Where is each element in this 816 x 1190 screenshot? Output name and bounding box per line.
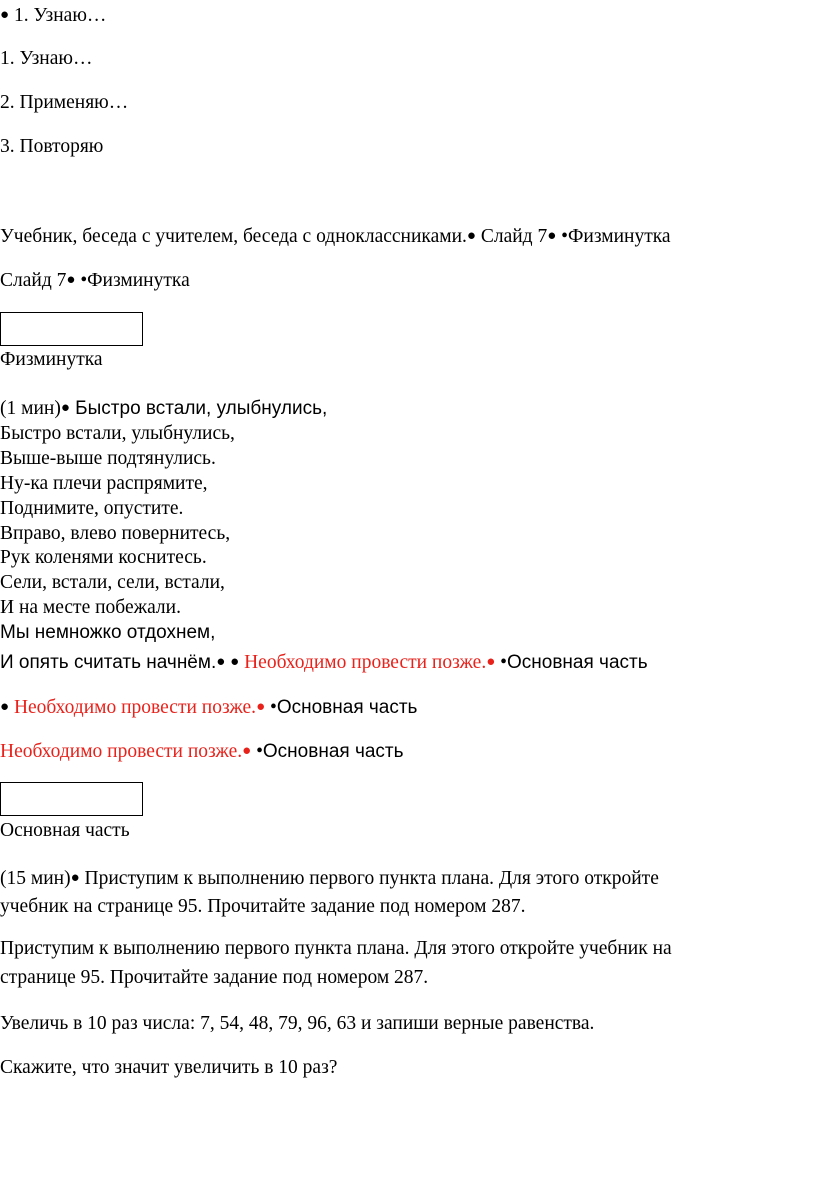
bullet-icon: ●: [547, 228, 557, 244]
section-title: Основная часть: [0, 820, 130, 841]
empty-table-cell: [0, 312, 143, 346]
small-bullet-icon: •: [561, 226, 568, 247]
plan-item: 2. Применяю…: [0, 92, 129, 113]
bullet-icon: ●: [230, 654, 240, 670]
plan-item: 1. Узнаю…: [0, 48, 93, 69]
bullet-icon: ●: [256, 699, 266, 715]
plan-bullet-item: [0, 3, 106, 28]
bullet-icon: ●: [0, 7, 10, 23]
poem-line: Быстро встали, улыбнулись,: [69, 398, 328, 419]
intro-text: учебник на странице 95. Прочитайте задание под номером 287.: [0, 896, 526, 917]
poem-line: Ну-ка плечи распрямите,: [0, 473, 208, 494]
note-text: Необходимо провести позже.: [13, 697, 257, 718]
main-intro-wrapped: [0, 866, 659, 891]
empty-table-cell: [0, 782, 143, 816]
main-part-label: Основная часть: [262, 741, 404, 762]
small-bullet-icon: •: [256, 741, 263, 762]
note-line: [0, 695, 417, 720]
bullet-icon: ●: [0, 699, 10, 715]
poem-line: И опять считать начнём.: [0, 652, 217, 673]
poem-line: И на месте побежали.: [0, 597, 181, 618]
intro-text: Приступим к выполнению первого пункта плана. Для этого откройте: [79, 868, 659, 889]
small-bullet-icon: •: [80, 270, 88, 291]
slide-line: [0, 268, 190, 293]
physminute-last-line: [0, 650, 648, 675]
note-line: [0, 739, 404, 764]
intro-text: странице 95. Прочитайте задание под номером 287.: [0, 967, 429, 988]
duration: (15 мин): [0, 868, 71, 889]
note-text: Необходимо провести позже.: [0, 741, 243, 762]
task-text: Увеличь в 10 раз числа: 7, 54, 48, 79, 96, 63 и запиши верные равенства.: [0, 1013, 595, 1034]
physminute-label: Физминутка: [567, 226, 671, 247]
small-bullet-icon: •: [270, 697, 277, 718]
bullet-icon: ●: [60, 400, 70, 416]
small-bullet-icon: •: [500, 652, 507, 673]
poem-line: Мы немножко отдохнем,: [0, 622, 216, 643]
bullet-icon: ●: [66, 272, 76, 288]
resources-text: Учебник, беседа с учителем, беседа с одноклассниками.: [0, 226, 467, 247]
poem-line: Поднимите, опустите.: [0, 498, 184, 519]
bullet-icon: ●: [70, 870, 80, 886]
physminute-label: Физминутка: [87, 270, 190, 291]
plan-item: 3. Повторяю: [0, 136, 104, 157]
physminute-first-line: [0, 396, 327, 421]
poem-line: Рук коленями коснитесь.: [0, 547, 207, 568]
question-text: Скажите, что значит увеличить в 10 раз?: [0, 1057, 338, 1078]
section-title: Физминутка: [0, 349, 103, 370]
poem-line: Сели, встали, сели, встали,: [0, 572, 225, 593]
main-part-label: Основная часть: [276, 697, 418, 718]
slide-label: Слайд 7: [0, 270, 67, 291]
bullet-icon: ●: [466, 228, 476, 244]
main-part-label: Основная часть: [506, 652, 648, 673]
bullet-icon: ●: [242, 743, 252, 759]
resources-line: [0, 224, 671, 249]
poem-line: Быстро встали, улыбнулись,: [0, 423, 235, 444]
bullet-icon: ●: [216, 654, 226, 670]
duration: (1 мин): [0, 398, 61, 419]
intro-text: Приступим к выполнению первого пункта плана. Для этого откройте учебник на: [0, 938, 672, 959]
plan-item-text: 1. Узнаю…: [13, 5, 107, 26]
slide-label: Слайд 7: [475, 226, 548, 247]
note-text: Необходимо провести позже.: [244, 652, 487, 673]
poem-line: Вправо, влево повернитесь,: [0, 523, 231, 544]
bullet-icon: ●: [486, 654, 496, 670]
poem-line: Выше-выше подтянулись.: [0, 448, 216, 469]
